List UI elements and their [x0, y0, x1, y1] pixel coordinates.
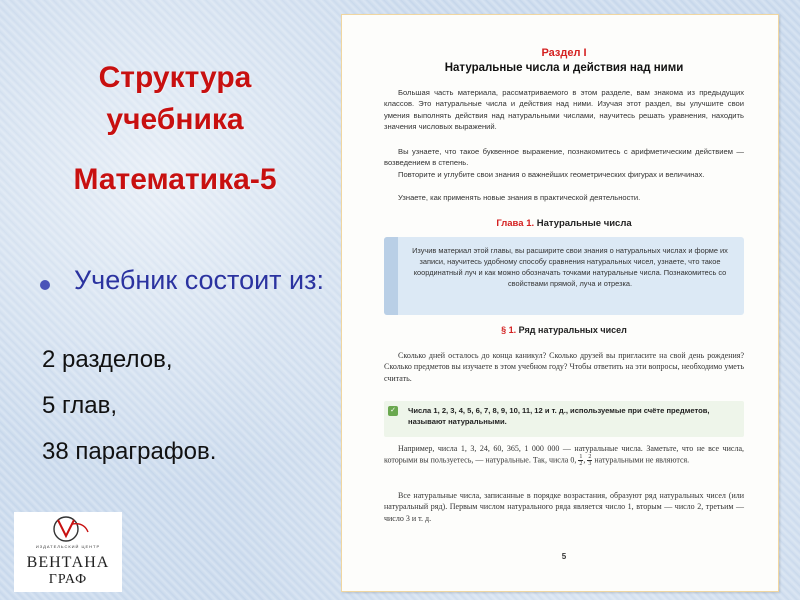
frac1-den: 2 [579, 461, 583, 468]
chapter-label: Глава 1. [496, 218, 535, 229]
chapter-intro-box [384, 237, 744, 315]
slide-title-line1: Структура [98, 61, 252, 94]
section-label: Раздел I [541, 47, 587, 59]
logo-word-1: ВЕНТАНА [26, 554, 110, 571]
paragraph-title: Ряд натуральных чисел [518, 325, 627, 335]
example-part-1: Например, числа 1, 3, 24, 60, 365, 1 000 000 — натуральные числа. Заметьте, что не все числа, которыми вы пользуетесь, — натуральные. Так, числа 0, [384, 444, 744, 465]
example-text: Например, числа 1, 3, 24, 60, 365, 1 000 000 — натуральные числа. Заметьте, что не все числа, которыми вы пользуетесь, — натуральные. Так, числа 0, $\frac{1}{2}$ , $\frac{2}{3}$ натуральными не являются. [384, 444, 744, 468]
list-item-chapters: 5 глав, [42, 392, 118, 419]
chapter-intro-text: Изучив материал этой главы, вы расширите свои знания о натуральных числах и форме их записи, научитесь удобному способу сравнения натуральных чисел, узнаете, что такое координатный луч и как можно обозначать точками натуральные числа. Познакомитесь со свойствами прямой, луча и отрезка. [412, 246, 728, 288]
section-title: Натуральные числа и действия над ними [444, 62, 684, 74]
chapter-heading [384, 218, 744, 229]
intro-paragraph-1: Большая часть материала, рассматриваемого в этом разделе, вам знакома из предыдущих классов. Это натуральные числа и действия над ними. Изучая этот раздел, вы улучшите свои умения выполнять действия над натуральными числами, научитесь решать уравнения, находить значения числовых выражений. [384, 88, 744, 131]
publisher-logo [14, 512, 122, 592]
intro-paragraph-2: Вы узнаете, что такое буквенное выражение, познакомитесь с арифметическим действием — возведением в степень. [384, 147, 744, 168]
logo-word-2: ГРАФ [48, 572, 88, 587]
definition-icon: ✓ [388, 406, 398, 416]
bullet-text: Учебник состоит из: [74, 265, 325, 295]
frac1-num: 1 [579, 454, 583, 461]
paragraph-label: § 1. [501, 325, 517, 335]
chapter-title: Натуральные числа [536, 218, 632, 229]
intro-paragraph-4: Узнаете, как применять новые знания в практической деятельности. [398, 193, 641, 202]
definition-text: Числа 1, 2, 3, 4, 5, 6, 7, 8, 9, 10, 11, 12 и т. д., используемые при счёте предметов, называют натуральными. [408, 406, 710, 426]
list-item-sections: 2 разделов, [42, 346, 173, 373]
fraction-two-thirds [587, 454, 592, 467]
example-part-2: натуральными не являются. [594, 455, 690, 465]
list-item-paragraphs: 38 параграфов. [42, 438, 217, 465]
fraction-one-half [578, 454, 583, 467]
slide-title-line2: учебника [106, 103, 244, 136]
textbook-page-image [341, 14, 779, 592]
chapter-box-edge [384, 237, 398, 315]
slide-title-line3: Математика-5 [73, 163, 277, 196]
bullet-icon [40, 280, 50, 290]
definition-box [384, 401, 744, 437]
intro-paragraph-3: Повторите и углубите свои знания о важнейших геометрических фигурах и величинах. [398, 170, 705, 179]
frac2-num: 2 [588, 454, 592, 461]
frac2-den: 3 [588, 461, 592, 468]
page-number: 5 [561, 552, 567, 561]
series-text: Все натуральные числа, записанные в порядке возрастания, образуют ряд натуральных чисел (или натуральный ряд). Первым числом натурального ряда является число 1, вторым — число 2, третьим — число 3 и т. д. [384, 491, 744, 523]
slide-text-area [0, 0, 340, 600]
paragraph-heading [384, 325, 744, 335]
logo-small-text: ИЗДАТЕЛЬСКИЙ ЦЕНТР [35, 544, 101, 549]
questions-text: Сколько дней осталось до конца каникул? Сколько друзей вы пригласите на свой день рождения? Сколько предметов вы изучаете в этом учебном году? Чтобы ответить на эти вопросы, необходимо уметь считать. [384, 351, 744, 383]
